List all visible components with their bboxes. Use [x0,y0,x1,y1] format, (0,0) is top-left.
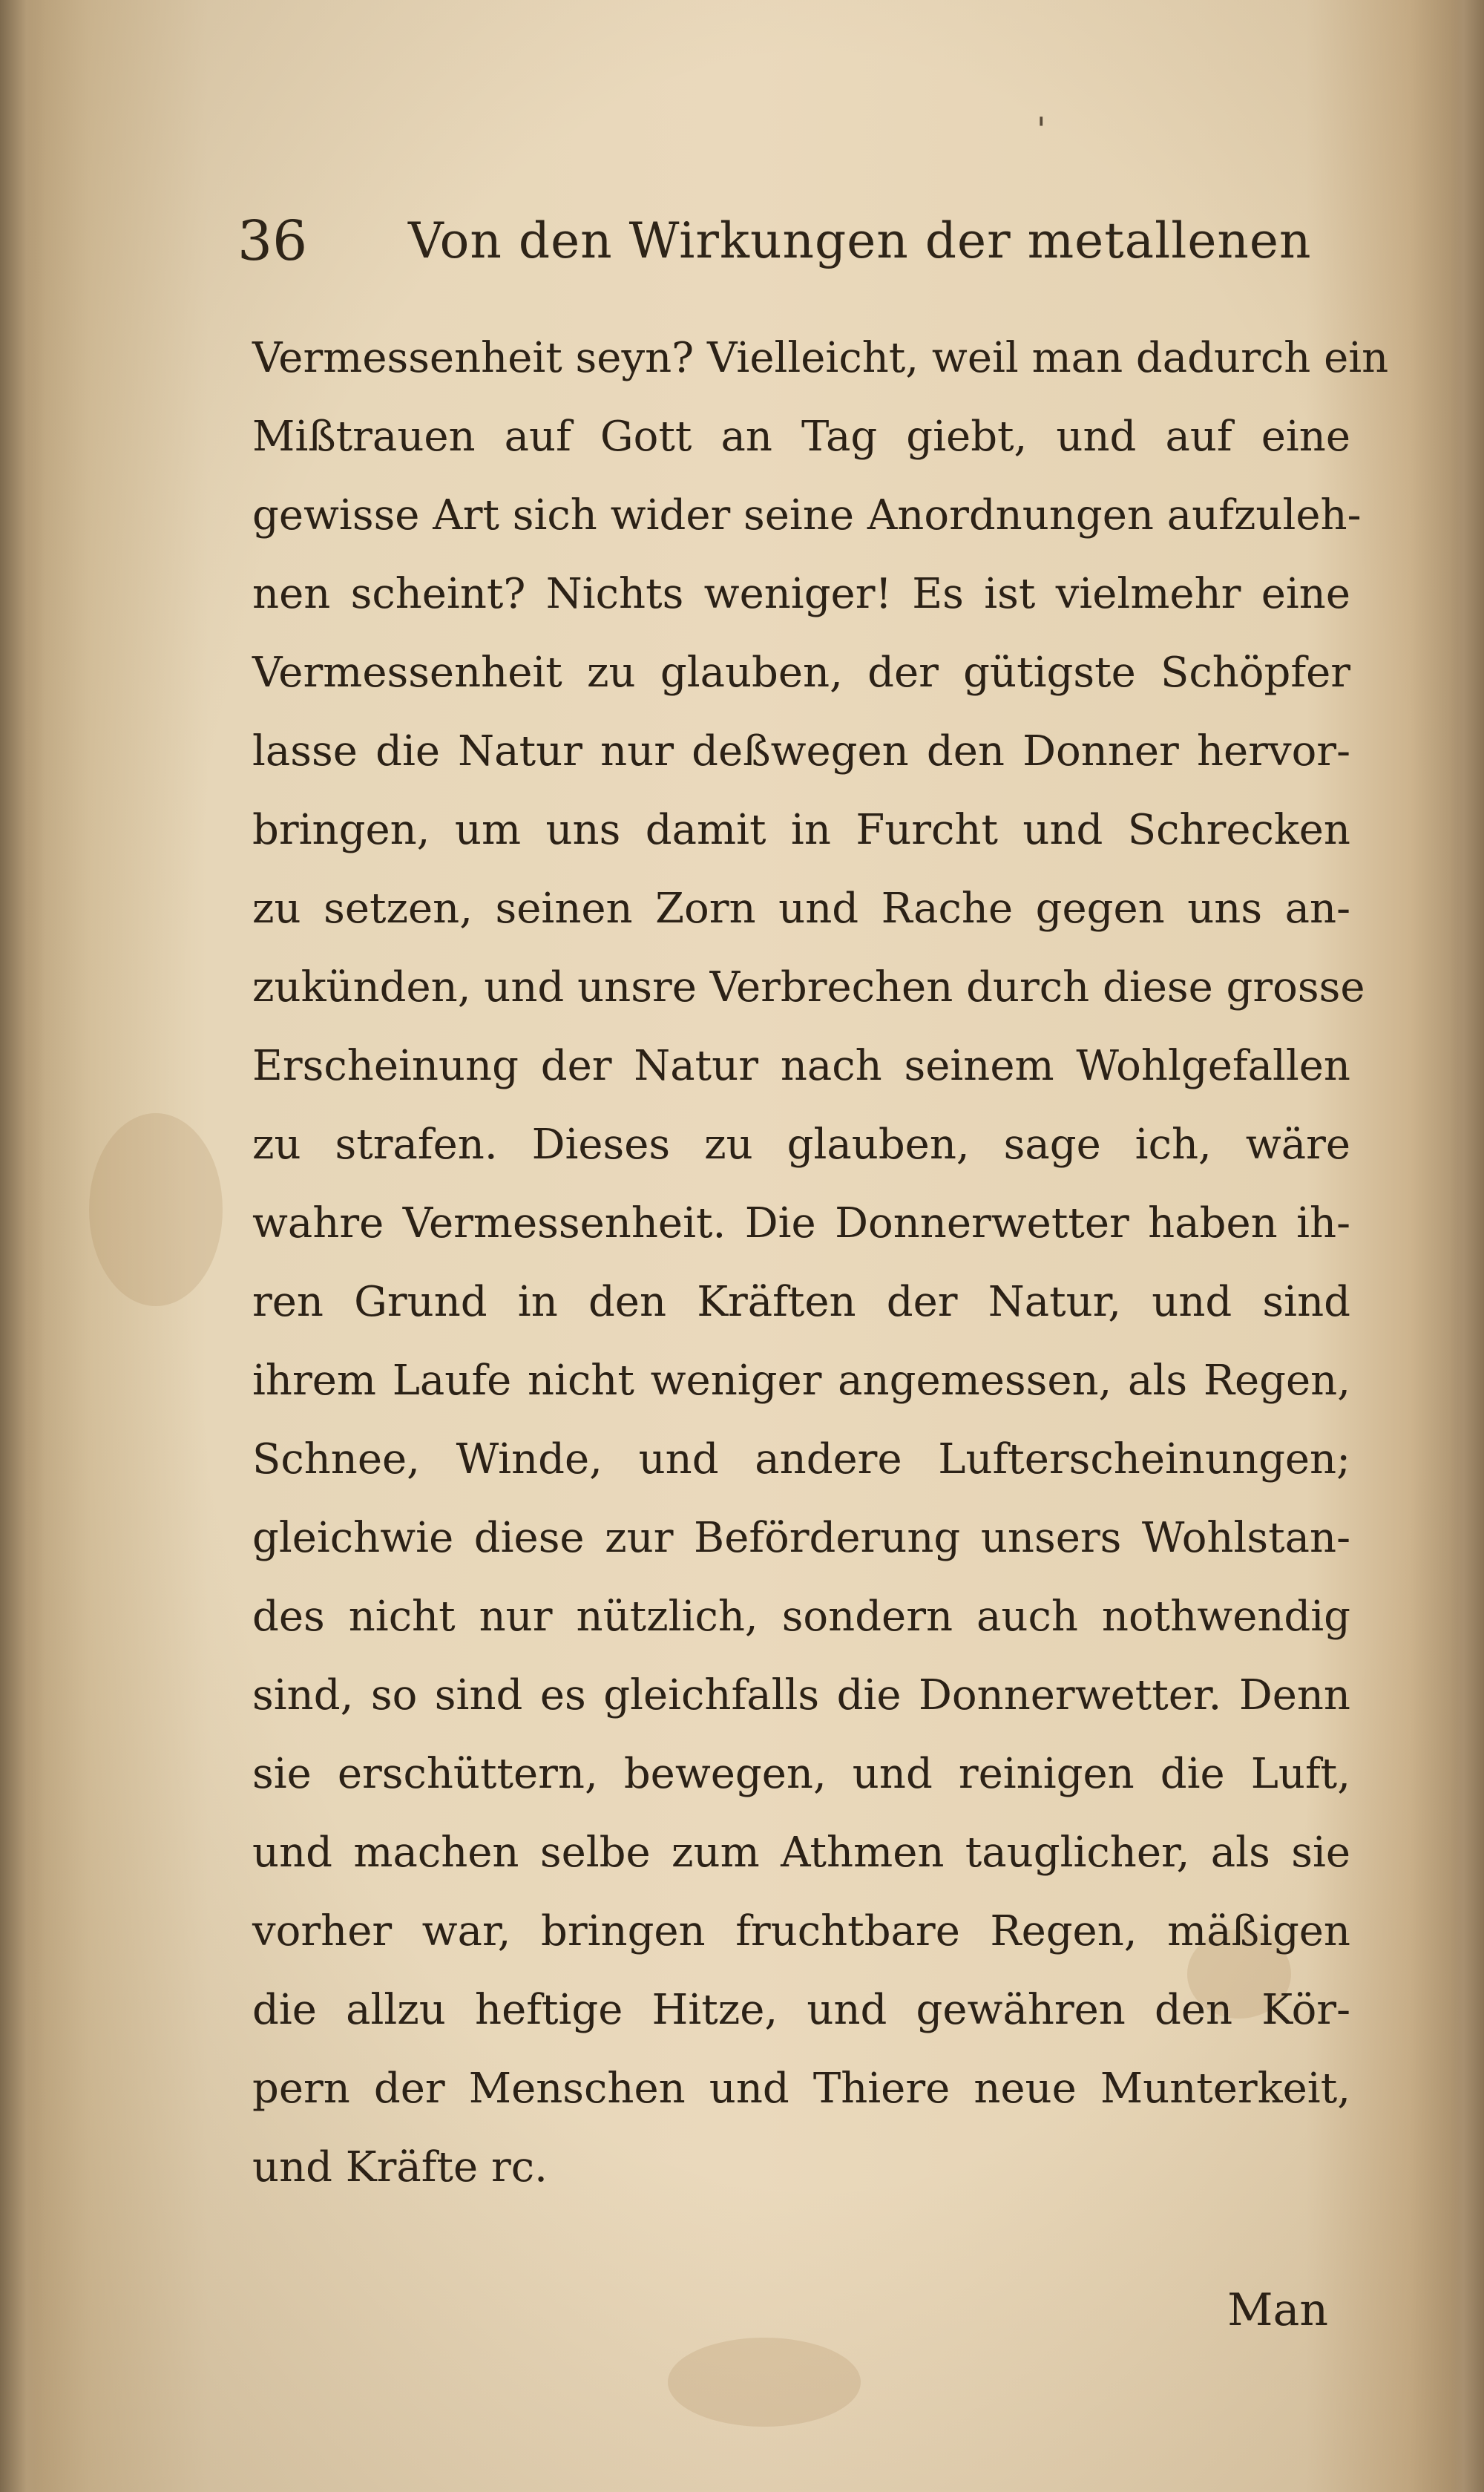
page-header [237,200,1321,282]
text-line: gewisse Art sich wider seine Anordnungen aufzuleh- [252,491,1362,540]
catchword: Man [1227,2284,1328,2336]
text-line: zu strafen. Dieses zu glauben, sage ich, wäre [252,1121,1350,1169]
margin-mark: ˈ [1036,111,1047,156]
text-line: Vermessenheit seyn? Vielleicht, weil man dadurch ein [252,334,1389,382]
page-gutter-shadow [0,0,45,2492]
running-title: Von den Wirkungen der metallenen [408,212,1312,269]
text-line: sind, so sind es gleichfalls die Donnerwetter. Denn [252,1671,1350,1719]
text-line: bringen, um uns damit in Furcht und Schrecken [252,806,1350,854]
text-line: lasse die Natur nur deßwegen den Donner hervor- [252,727,1350,776]
text-line: nen scheint? Nichts weniger! Es ist vielmehr eine [252,570,1350,618]
page-edge-shadow [1450,0,1484,2492]
paper-stain [89,1113,223,1306]
paper-stain [668,2338,861,2427]
text-line: vorher war, bringen fruchtbare Regen, mäßigen [252,1907,1350,1955]
text-line: gleichwie diese zur Beförderung unsers Wohlstan- [252,1514,1350,1562]
text-line: sie erschüttern, bewegen, und reinigen die Luft, [252,1750,1350,1798]
text-line: und machen selbe zum Athmen tauglicher, als sie [252,1829,1350,1877]
text-line: zukünden, und unsre Verbrechen durch diese grosse [252,963,1365,1011]
text-line: Mißtrauen auf Gott an Tag giebt, und auf eine [252,413,1350,461]
text-line: und Kräfte rc. [252,2143,548,2191]
text-line: des nicht nur nützlich, sondern auch nothwendig [252,1593,1350,1641]
text-line: wahre Vermessenheit. Die Donnerwetter haben ih- [252,1199,1350,1247]
page-number: 36 [237,209,308,273]
text-line: ihrem Laufe nicht weniger angemessen, als Regen, [252,1357,1350,1405]
text-line: zu setzen, seinen Zorn und Rache gegen uns an- [252,885,1350,933]
text-line: ren Grund in den Kräften der Natur, und sind [252,1278,1350,1326]
text-line: Vermessenheit zu glauben, der gütigste Schöpfer [252,649,1350,697]
text-line: Erscheinung der Natur nach seinem Wohlgefallen [252,1042,1350,1090]
text-line: die allzu heftige Hitze, und gewähren den Kör- [252,1986,1350,2034]
body-text [252,319,1389,2207]
text-line: pern der Menschen und Thiere neue Munterkeit, [252,2065,1350,2113]
text-line: Schnee, Winde, und andere Lufterscheinungen; [252,1435,1350,1483]
